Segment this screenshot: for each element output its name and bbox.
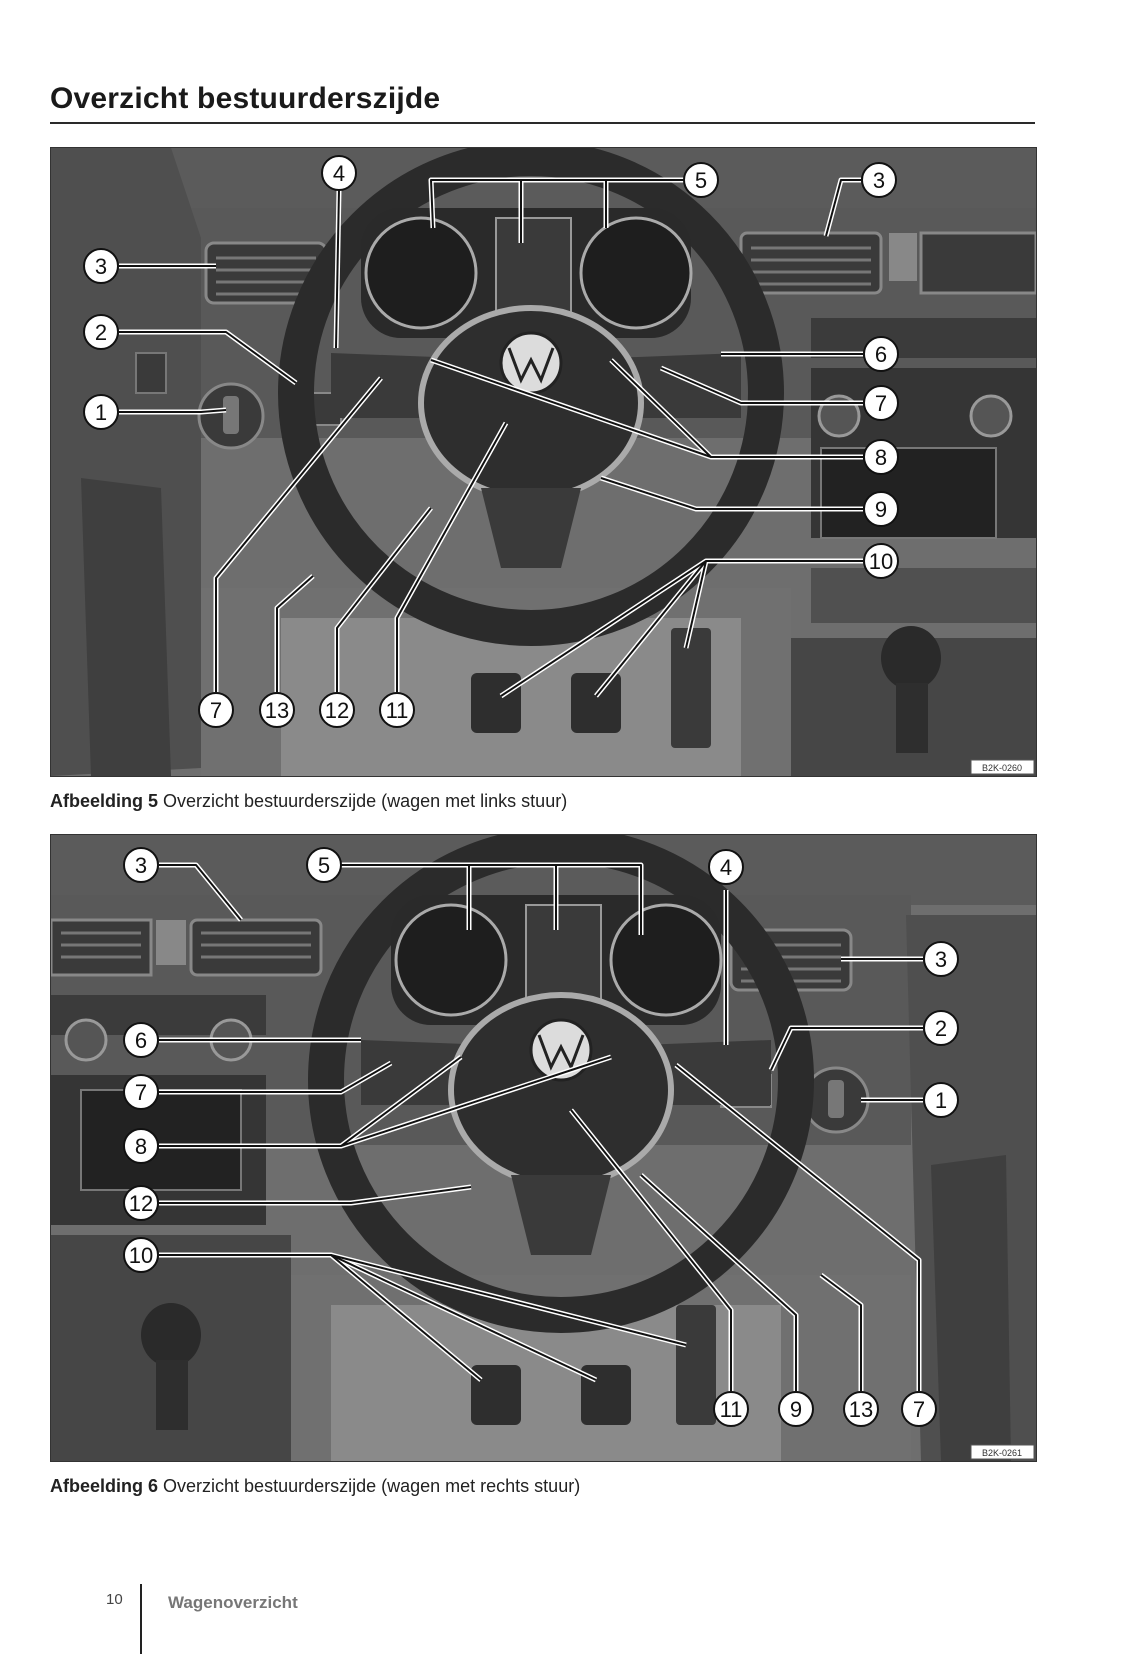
- fig2-callout-3-left-label: 3: [134, 853, 148, 878]
- fig1-callout-3-right-label: 3: [872, 168, 886, 193]
- fig2-callout-12-label: 12: [128, 1191, 154, 1216]
- figure1-caption: [50, 791, 567, 812]
- fig2-callout-7-bottom-label: 7: [912, 1397, 926, 1422]
- page-number: 10: [106, 1591, 123, 1608]
- fig1-callout-7-bottom-label: 7: [209, 698, 223, 723]
- fig1-callout-11-label: 11: [385, 698, 409, 723]
- fig2-callout-4-label: 4: [719, 855, 733, 880]
- fig2-callout-11-label: 11: [719, 1397, 743, 1422]
- fig2-callout-8-label: 8: [134, 1134, 148, 1159]
- figure-right-hand-drive: [50, 834, 1037, 1462]
- fig1-callout-6-label: 6: [874, 342, 888, 367]
- figure2-caption-label: Afbeelding 6: [50, 1476, 159, 1496]
- fig2-callout-6-label: 6: [134, 1028, 148, 1053]
- footer-section-title: Wagenoverzicht: [168, 1593, 298, 1612]
- fig2-callout-10-label: 10: [128, 1243, 154, 1268]
- fig1-callout-7-right-label: 7: [874, 391, 888, 416]
- fig2-image-code: B2K-0261: [981, 1448, 1023, 1458]
- footer-divider: [140, 1584, 142, 1654]
- figure1-illustration: [51, 148, 1036, 776]
- fig1-callout-12-label: 12: [324, 698, 350, 723]
- fig2-callout-1-label: 1: [934, 1088, 948, 1113]
- fig1-callout-3-left-label: 3: [94, 254, 108, 279]
- fig2-callout-9-label: 9: [789, 1397, 803, 1422]
- fig2-callout-7-left-label: 7: [134, 1080, 148, 1105]
- fig2-callout-3-right-label: 3: [934, 947, 948, 972]
- fig1-callout-9-label: 9: [874, 497, 888, 522]
- title-rule: [50, 122, 1035, 124]
- figure1-caption-label: Afbeelding 5: [50, 791, 159, 811]
- figure2-caption-text: Overzicht bestuurderszijde (wagen met rechts stuur): [163, 1476, 581, 1496]
- fig1-callout-10-label: 10: [868, 549, 894, 574]
- figure-left-hand-drive: [50, 147, 1037, 777]
- fig1-callout-5-label: 5: [694, 168, 708, 193]
- fig2-callout-5-label: 5: [317, 853, 331, 878]
- fig1-callout-8-label: 8: [874, 445, 888, 470]
- fig1-callout-13-label: 13: [264, 698, 290, 723]
- fig1-image-code: B2K-0260: [981, 763, 1023, 773]
- page-title: Overzicht bestuurderszijde: [50, 82, 441, 115]
- figure2-caption: [50, 1476, 580, 1497]
- figure2-illustration: [51, 835, 1036, 1461]
- fig1-callout-2-label: 2: [94, 320, 108, 345]
- fig1-callout-1-label: 1: [94, 400, 108, 425]
- figure1-caption-text: Overzicht bestuurderszijde (wagen met links stuur): [163, 791, 568, 811]
- fig2-callout-2-label: 2: [934, 1016, 948, 1041]
- fig1-callout-4-label: 4: [332, 161, 346, 186]
- fig2-callout-13-label: 13: [848, 1397, 874, 1422]
